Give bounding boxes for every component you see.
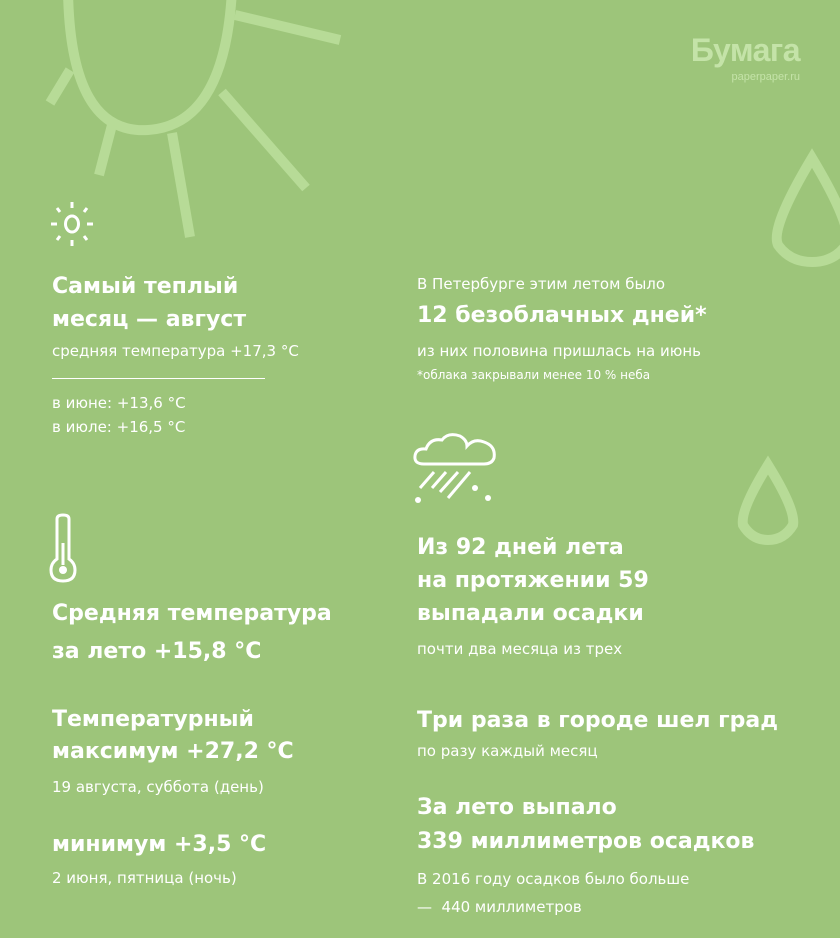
logo-name: Бумага	[690, 32, 800, 68]
hail-subtitle: по разу каждый месяц	[417, 742, 598, 760]
total-compare-1: В 2016 году осадков было больше	[417, 870, 690, 888]
warmest-title-1: Самый теплый	[52, 274, 239, 299]
clear-title: 12 безоблачных дней*	[417, 303, 707, 328]
total-title-2: 339 миллиметров осадков	[417, 829, 755, 854]
max-title-1: Температурный	[52, 707, 254, 732]
rain-title-3: выпадали осадки	[417, 601, 644, 626]
min-date: 2 июня, пятница (ночь)	[52, 869, 237, 887]
total-compare-2: — 440 миллиметров	[417, 898, 582, 916]
rain-title-2: на протяжении 59	[417, 568, 649, 593]
logo-url: paperpaper.ru	[731, 71, 800, 83]
min-title: минимум +3,5 °C	[52, 832, 267, 857]
warmest-title-2: месяц — август	[52, 307, 247, 332]
june-temp: в июне: +13,6 °C	[52, 394, 186, 412]
clear-intro: В Петербурге этим летом было	[417, 275, 666, 293]
logo	[691, 32, 800, 83]
rain-hail-cloud-icon	[412, 432, 502, 504]
average-title-2: за лето +15,8 °C	[52, 639, 262, 664]
max-title-2: максимум +27,2 °C	[52, 739, 294, 764]
warmest-subtitle: средняя температура +17,3 °C	[52, 342, 299, 360]
thermometer-icon	[48, 513, 78, 583]
rain-title-1: Из 92 дней лета	[417, 535, 624, 560]
total-title-1: За лето выпало	[417, 795, 617, 820]
july-temp: в июле: +16,5 °C	[52, 418, 186, 436]
clear-subtitle: из них половина пришлась на июнь	[417, 342, 702, 360]
rain-subtitle: почти два месяца из трех	[417, 640, 623, 658]
clear-footnote: *облака закрывали менее 10 % неба	[417, 368, 651, 382]
divider	[52, 378, 265, 379]
max-date: 19 августа, суббота (день)	[52, 778, 264, 796]
hail-title: Три раза в городе шел град	[417, 708, 779, 733]
average-title-1: Средняя температура	[52, 601, 332, 626]
sun-icon	[50, 200, 94, 248]
